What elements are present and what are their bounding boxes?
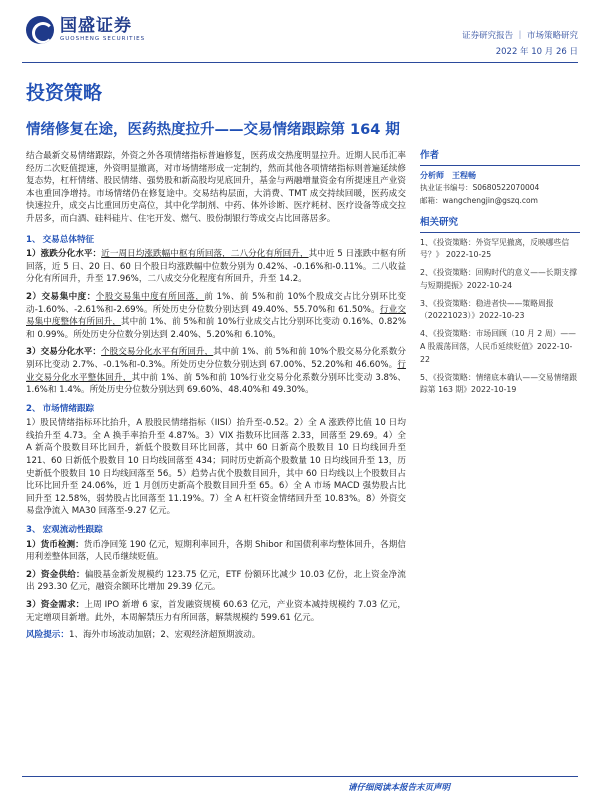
section-item: 2）交易集中度：个股交易集中度有所回落，前 1%、前 5%和前 10%个股成交占比分别环比变动-1.60%、-2.61%和-2.69%。所处历史分位数分别达到 49.40%、55.70%和 61.50%。行业交易集中度整体有所回升，其中前 1%、前 5%和前 10%行业成交占比分别环比变动 0.16%、0.82%和 0.99%。所处历史分位数分别达到 2.40%、5.20%和 6.10%。 bbox=[26, 291, 406, 340]
footer-divider bbox=[22, 776, 578, 777]
doc-type: 投资策略 bbox=[26, 82, 103, 104]
author-email[interactable]: 邮箱：wangchengjin@gszq.com bbox=[420, 195, 538, 205]
related-item[interactable]: 4、《投资策略：市场回顾（10 月 2 周）——A 股震荡回落，人民币延续贬值》2022-10-22 bbox=[420, 329, 576, 364]
header-meta bbox=[462, 28, 578, 60]
footer-disclaimer: 请仔细阅读本报告末页声明 bbox=[347, 783, 450, 793]
section-item: 2）资金供给：偏股基金新发规模约 123.75 亿元，ETF 份额环比减少 10.03 亿份，北上资金净流出 293.30 亿元，融资余额环比增加 29.39 亿元。 bbox=[26, 569, 406, 593]
main-content bbox=[26, 150, 406, 642]
report-date: 2022 年 10 月 26 日 bbox=[495, 47, 578, 57]
intro-paragraph: 结合最新交易情绪跟踪，外资之外各项情绪指标普遍修复，医药成交热度明显拉升。近期人民币汇率经历二次贬值提速，外资明显撤离，对市场情绪形成一定制约，然而其他各项情绪指标则普遍延续修复态势，杠杆情绪、股民情绪、强势股和新高股均见底回升，基金与两融增量资金有所提速且产业资本也重回净增持。市场情绪仍在修复途中。交易结构层面，大消费、TMT 成交持续回暖，医药成交快速拉升，成交占比重回历史高位，其中化学制剂、中药、体外诊断、医疗耗材、医疗设备等成交拉升居多，而白酒、硅料硅片、住宅开发、燃气、股份制银行等成交占比回落居多。 bbox=[26, 151, 406, 224]
section-heading: 2、 市场情绪跟踪 bbox=[26, 403, 95, 414]
author-name: 分析师 王程畅 bbox=[420, 170, 476, 180]
report-type: 证券研究报告 ｜ 市场策略研究 bbox=[462, 31, 578, 41]
header-divider bbox=[22, 62, 578, 63]
section-item: 1）股民情绪指标环比抬升，A 股股民情绪指标（IISI）抬升至-0.52。2）全 A 涨跌停比值 10 日均线抬升至 4.73。全 A 换手率抬升至 4.87%。3）VIX 指数环比回落 2.33，回落至 29.69。4）全 A 新高个股数目环比回升，新低个股数目环比回落，其中 60 日新高个股数目 10 日均线回升至 121、60 日新低个股数目 10 日均线回落至 434；同时历史新高个股数量 10 日均线回升至 13，历史新低个股数目 10 日均线回落至 56。5）趋势占优个股数目回升，其中 60 日均线以上个股数目占比环比回升至 24.06%，近 1 月创历史新高个股数目回升至 65。6）全 A 市场 MACD 强势股占比回升至 12.58%，弱势股占比回落至 11.19%。7）全 A 杠杆资金情绪回升至 10.83%。8）外资交易盘净流入 MA30 回落至-9.27 亿元。 bbox=[26, 418, 406, 517]
section-item: 3）交易分化水平：个股交易分化水平有所回升，其中前 1%、前 5%和前 10%个股交易分化系数分别环比变动 2.7%、-0.1%和-0.3%。所处历史分位数分别达到 67.00%、52.20%和 46.60%。行业交易分化水平整体回升，其中前 1%、前 5%和前 10%行业交易分化系数分别环比变动 3.8%、1.6%和 1.4%。所处历史分位数分别达到 69.60%、48.40%和 49.30%。 bbox=[26, 347, 406, 396]
section-heading: 3、 宏观流动性跟踪 bbox=[26, 525, 103, 536]
author-license: 执业证书编号：S0680522070004 bbox=[420, 183, 540, 192]
author-heading: 作者 bbox=[420, 150, 580, 166]
section-item: 3）资金需求：上周 IPO 新增 6 家，首发融资规模 60.63 亿元，产业资本减持规模约 7.03 亿元，无定增项目新增。此外，本周解禁压力有所回落，解禁规模约 599.61 亿元。 bbox=[26, 600, 406, 623]
logo-name-cn: 国盛证券 bbox=[60, 16, 132, 36]
section-item: 1）涨跌分化水平：近一周日均涨跌幅中枢有所回落，二八分化有所回升，其中近 5 日涨跌中枢有所回落，近 5 日、20 日、60 日个股日均涨跌幅中位数分别为 0.42%、-0.16%和-0.11%。二八收益分化有所回升，升至 17.96%，二八成交分化程度有所回升，升至 14.2。 bbox=[26, 249, 406, 285]
page-header bbox=[0, 0, 600, 70]
related-item[interactable]: 5、《投资策略：情绪底本确认——交易情绪跟踪第 163 期》2022-10-19 bbox=[420, 372, 577, 395]
brand-logo bbox=[26, 16, 145, 44]
related-item[interactable]: 2、《投资策略：回购时代的意义——长期支撑与短期提振》2022-10-24 bbox=[420, 268, 577, 290]
related-heading: 相关研究 bbox=[420, 217, 580, 233]
page-title: 情绪修复在途，医药热度拉升——交易情绪跟踪第 164 期 bbox=[26, 122, 400, 138]
sidebar bbox=[420, 150, 580, 402]
section-heading: 1、 交易总体特征 bbox=[26, 234, 95, 245]
related-item[interactable]: 3、《投资策略：稳进者快——策略周报（20221023）》2022-10-23 bbox=[420, 298, 554, 321]
risk-warning: 风险提示：1、海外市场波动加剧；2、宏观经济超预期波动。 bbox=[26, 630, 261, 641]
logo-icon bbox=[26, 16, 54, 44]
section-item: 1）货币检测：货币净回笼 190 亿元，短期利率回升，各期 Shibor 和国债利率均整体回升，各期信用利差整体回落，人民币继续贬值。 bbox=[26, 539, 406, 563]
related-item[interactable]: 1、《投资策略：外资罕见撤离，反映哪些信号？》 2022-10-25 bbox=[420, 237, 570, 260]
logo-name-en: GUOSHENG SECURITIES bbox=[60, 36, 146, 42]
